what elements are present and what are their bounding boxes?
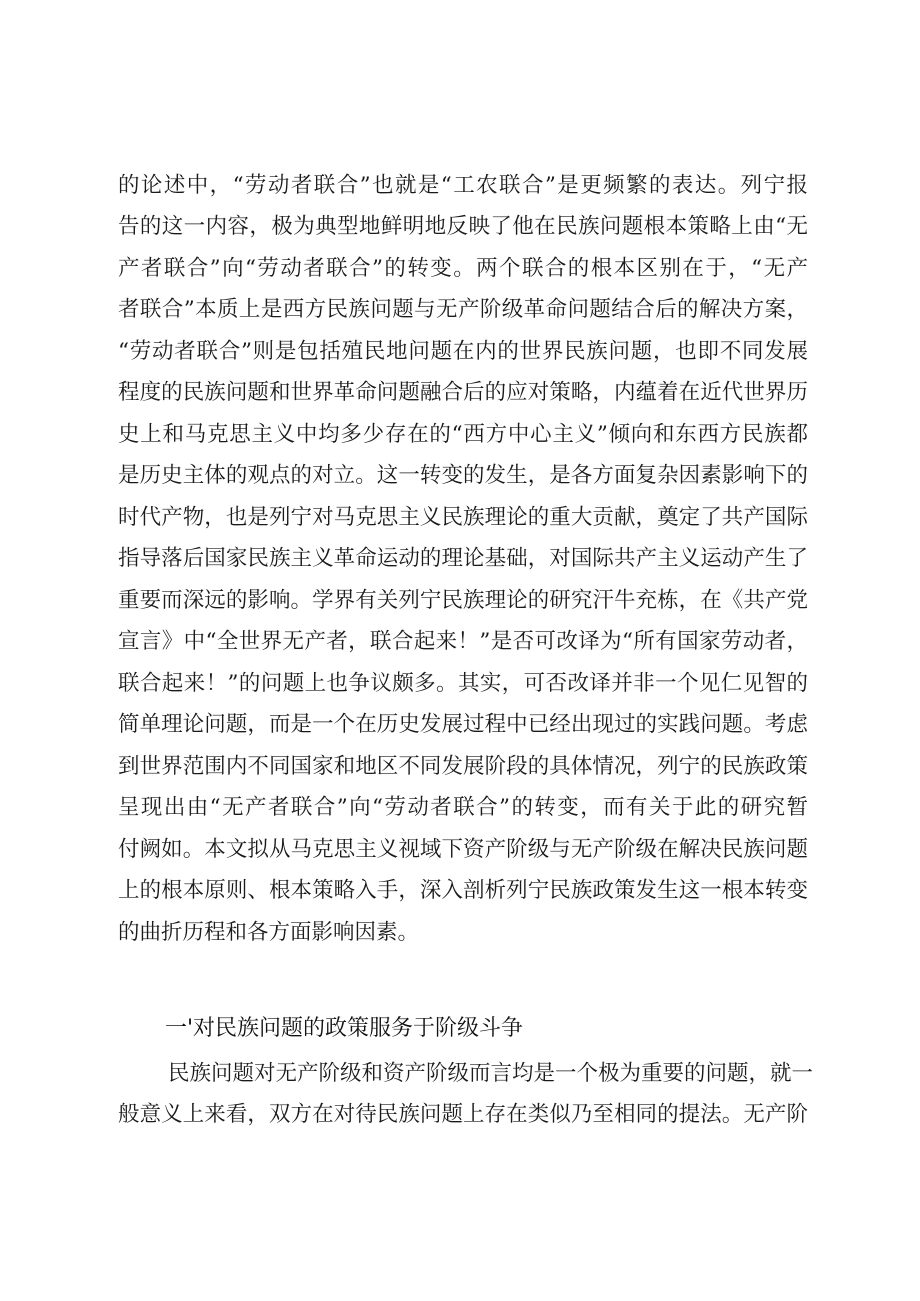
paragraph-line: 是历史主体的观点的对立。这一转变的发生，是各方面复杂因素影响下的 [118,463,808,488]
paragraph-line: 联合起来！”的问题上也争议颇多。其实，可否改译并非一个见仁见智的 [118,671,808,696]
paragraph-line: 民族问题对无产阶级和资产阶级而言均是一个极为重要的问题，就一 [168,1061,814,1086]
section-heading: 一'对民族问题的政策服务于阶级斗争 [165,1016,524,1041]
paragraph-line: 般意义上来看，双方在对待民族问题上存在类似乃至相同的提法。无产阶 [118,1102,808,1127]
paragraph-line: 付阙如。本文拟从马克思主义视域下资产阶级与无产阶级在解决民族问题 [118,837,808,862]
paragraph-line: 指导落后国家民族主义革命运动的理论基础，对国际共产主义运动产生了 [118,546,808,571]
paragraph-line: 上的根本原则、根本策略入手，深入剖析列宁民族政策发生这一根本转变 [118,878,808,903]
paragraph-line: 时代产物，也是列宁对马克思主义民族理论的重大贡献，奠定了共产国际 [118,505,808,530]
paragraph-line: 史上和马克思主义中均多少存在的“西方中心主义”倾向和东西方民族都 [118,422,808,447]
paragraph-line: 重要而深远的影响。学界有关列宁民族理论的研究汗牛充栋，在《共产党 [118,588,808,613]
paragraph-line: 的论述中，“劳动者联合”也就是“工农联合”是更频繁的表达。列宁报 [118,173,808,198]
paragraph-line: 宣言》中“全世界无产者，联合起来！”是否可改译为“所有国家劳动者， [118,629,808,654]
paragraph-line: 产者联合”向“劳动者联合”的转变。两个联合的根本区别在于，“无产 [118,256,808,281]
paragraph-line: 到世界范围内不同国家和地区不同发展阶段的具体情况，列宁的民族政策 [118,754,808,779]
paragraph-line: 告的这一内容，极为典型地鲜明地反映了他在民族问题根本策略上由“无 [118,214,808,239]
paragraph-line: 者联合”本质上是西方民族问题与无产阶级革命问题结合后的解决方案， [118,297,808,322]
paragraph-line: “劳动者联合”则是包括殖民地问题在内的世界民族问题，也即不同发展 [118,339,808,364]
paragraph-line: 呈现出由“无产者联合”向“劳动者联合”的转变，而有关于此的研究暂 [118,795,808,820]
paragraph-line: 简单理论问题，而是一个在历史发展过程中已经出现过的实践问题。考虑 [118,712,808,737]
paragraph-line: 的曲折历程和各方面影响因素。 [118,920,420,945]
paragraph-line: 程度的民族问题和世界革命问题融合后的应对策略，内蕴着在近代世界历 [118,380,808,405]
